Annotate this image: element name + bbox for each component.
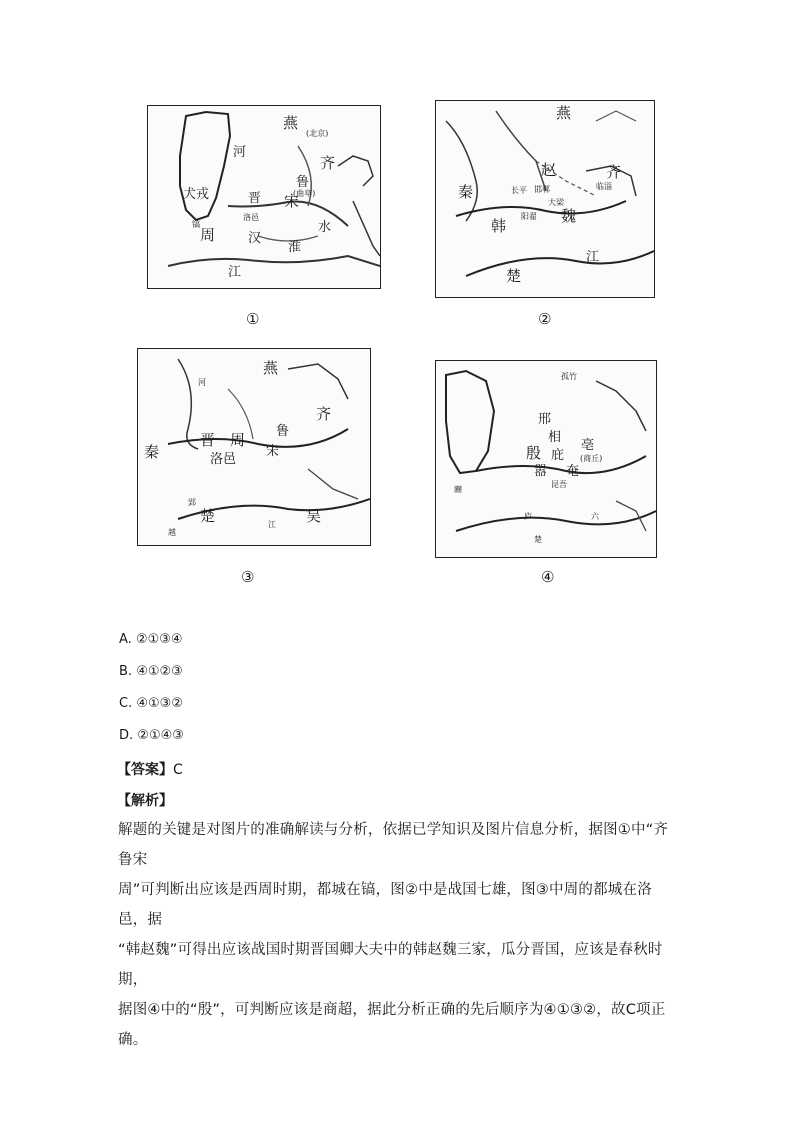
- map-1-label: 水: [318, 220, 332, 235]
- map-4-label: (商丘): [580, 454, 603, 463]
- analysis-line: 据图④中的“殷”，可判断应该是商超，据此分析正确的先后顺序为④①③②，故C项正: [118, 1002, 666, 1018]
- option-b: [119, 664, 183, 679]
- map-2-label: 齐: [606, 163, 622, 181]
- map-1-label: (北京): [306, 129, 329, 138]
- map-4-label: 豳: [454, 485, 462, 494]
- map-3-label: 齐: [316, 405, 332, 423]
- map-4-caption: ④: [541, 568, 555, 586]
- map-1-label: 汉: [248, 231, 262, 246]
- map-4: [435, 360, 657, 558]
- map-1-label: 宋: [284, 192, 300, 210]
- analysis-line: “韩赵魏”可得出应该战国时期晋国卿大夫中的韩赵魏三家，瓜分晋国，应该是春秋时期，: [118, 942, 663, 988]
- map-2-label: 江: [586, 250, 600, 265]
- map-3: [137, 348, 371, 546]
- map-3-label: 江: [268, 520, 276, 529]
- map-4-label: 庇: [551, 448, 565, 463]
- map-4-label: 奄: [566, 464, 580, 479]
- analysis-line: 周”可判断出应该是西周时期，都城在镐，图②中是战国七雄，图③中周的都城在洛邑，据: [118, 882, 652, 928]
- map-3-label: 吴: [306, 507, 322, 525]
- map-1-label: 齐: [320, 154, 336, 172]
- map-4-label: 嚣: [534, 464, 548, 479]
- map-4-label: 亳: [581, 438, 595, 453]
- answer-line: [117, 759, 183, 779]
- map-3-label: 秦: [144, 443, 160, 461]
- analysis-text: [118, 815, 678, 1055]
- map-3-drawing: [138, 349, 370, 545]
- map-3-label: 鲁: [276, 424, 290, 439]
- map-1-label: 周: [200, 226, 216, 244]
- option-letter: A.: [119, 632, 132, 647]
- map-2-label: 楚: [506, 267, 522, 285]
- map-2-caption: ②: [538, 310, 552, 328]
- analysis-line: 确。: [118, 1032, 148, 1048]
- map-4-label: 相: [548, 430, 562, 445]
- map-2-label: 燕: [556, 104, 572, 122]
- option-a: [119, 632, 183, 647]
- option-letter: B.: [119, 664, 133, 679]
- map-4-label: 殷: [526, 444, 542, 462]
- map-2-label: 大梁: [548, 198, 564, 207]
- map-3-label: 越: [168, 528, 176, 537]
- map-2-label: 赵: [541, 161, 557, 179]
- option-letter: C.: [119, 696, 133, 711]
- answer-value: C: [173, 762, 183, 778]
- map-1-label: (曲阜): [293, 189, 316, 198]
- map-1: [147, 105, 381, 289]
- map-2-label: 长平: [511, 186, 527, 195]
- option-text: ④①③②: [136, 696, 183, 711]
- map-4-label: 庐: [524, 512, 532, 521]
- map-2-label: 秦: [458, 183, 474, 201]
- map-3-label: 楚: [200, 507, 216, 525]
- map-1-label: 晋: [248, 191, 262, 206]
- map-1-caption: ①: [246, 310, 260, 328]
- map-1-label: 燕: [283, 114, 299, 132]
- map-2-label: 阳翟: [521, 212, 537, 221]
- map-2-label: 临淄: [596, 182, 612, 191]
- map-1-label: 江: [228, 265, 242, 280]
- map-3-label: 晋: [200, 431, 216, 449]
- map-3-label: 燕: [263, 359, 279, 377]
- option-d: [119, 728, 184, 743]
- map-2: [435, 100, 655, 298]
- map-3-label: 周: [230, 431, 246, 449]
- map-1-label: 淮: [288, 240, 302, 255]
- option-text: ②①③④: [135, 632, 183, 647]
- map-1-label: 镐: [192, 220, 200, 229]
- map-4-label: 昆吾: [551, 480, 567, 489]
- answer-label: 【答案】: [117, 762, 173, 778]
- map-1-label: 鲁: [296, 175, 310, 190]
- map-3-label: 河: [198, 378, 206, 387]
- map-1-label: 河: [233, 145, 247, 160]
- option-letter: D.: [119, 728, 134, 743]
- map-2-label: 魏: [561, 207, 577, 225]
- map-4-drawing: [436, 361, 656, 557]
- map-2-label: 韩: [491, 217, 507, 235]
- map-1-label: 犬戎: [183, 187, 210, 202]
- map-4-label: 邢: [538, 412, 552, 427]
- map-3-label: 郢: [188, 498, 196, 507]
- map-3-label: 宋: [266, 444, 280, 459]
- analysis-line: 解题的关键是对图片的准确解读与分析，依据已学知识及图片信息分析，据图①中“齐鲁宋: [118, 822, 669, 868]
- map-4-label: 楚: [534, 535, 542, 544]
- option-text: ④①②③: [136, 664, 183, 679]
- map-3-caption: ③: [241, 568, 255, 586]
- map-2-label: 邯郸: [534, 185, 550, 194]
- map-3-label: 洛邑: [210, 452, 237, 467]
- map-4-label: 孤竹: [561, 372, 577, 381]
- map-1-label: 洛邑: [243, 213, 259, 222]
- option-text: ②①④③: [137, 728, 184, 743]
- map-4-label: 六: [591, 512, 599, 521]
- analysis-label: 【解析】: [117, 793, 173, 809]
- option-c: [119, 696, 183, 711]
